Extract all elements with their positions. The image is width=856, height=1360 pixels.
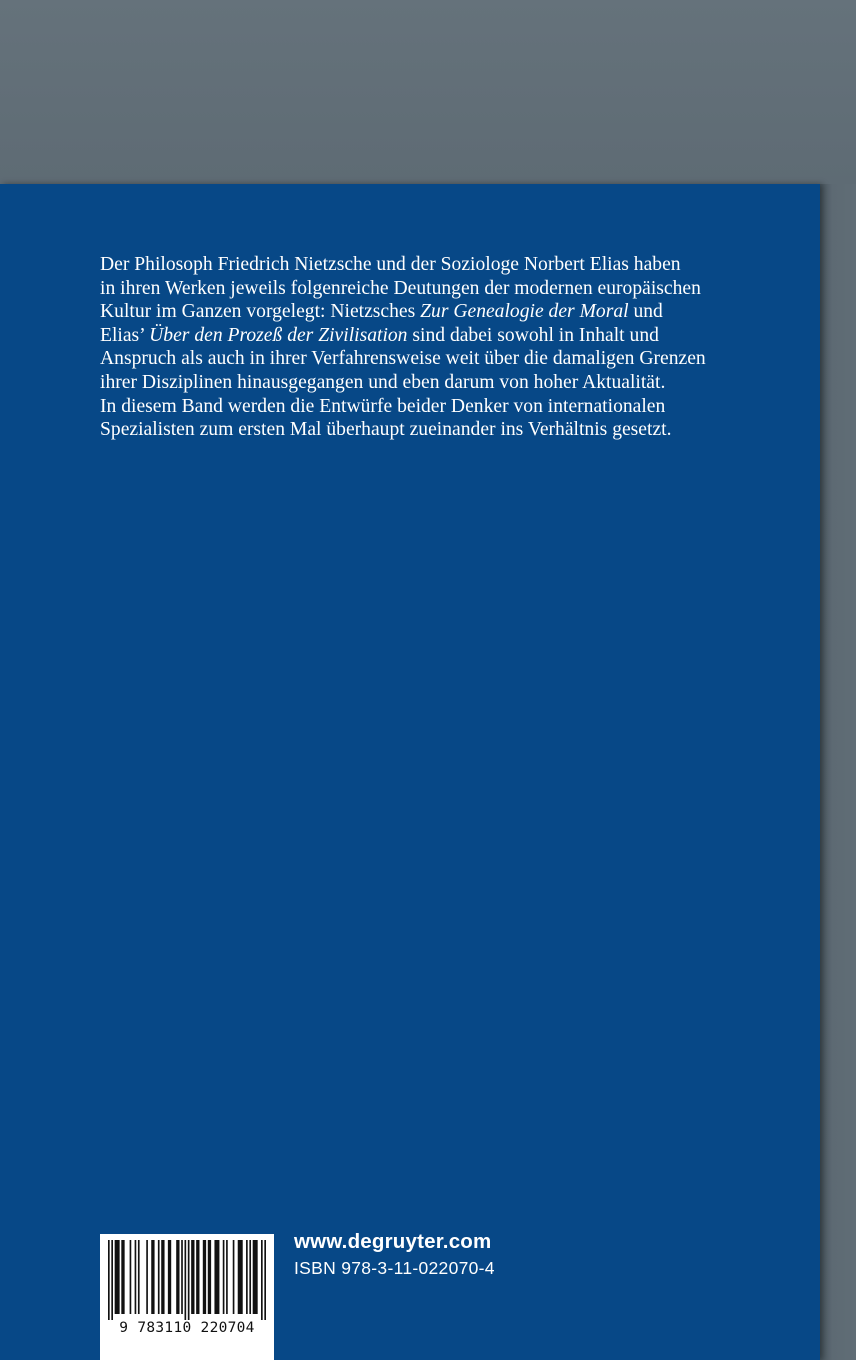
barcode-bar	[158, 1240, 160, 1314]
background-right-shadow	[820, 184, 856, 1360]
blurb-line-text: sind dabei sowohl in Inhalt und	[407, 324, 659, 346]
barcode-bar	[208, 1240, 211, 1314]
publisher-url: www.degruyter.com	[294, 1230, 492, 1253]
barcode-bar	[138, 1240, 140, 1314]
barcode-bar	[146, 1240, 148, 1314]
barcode-bar	[135, 1240, 137, 1314]
blurb-line: Spezialisten zum ersten Mal überhaupt zueinander ins Verhältnis gesetzt.	[100, 419, 672, 441]
barcode-bar	[249, 1240, 251, 1314]
barcode-bar	[111, 1240, 113, 1320]
barcode-bar	[261, 1240, 263, 1320]
blurb-line: Anspruch als auch in ihrer Verfahrensweise weit über die damaligen Grenzen	[100, 348, 706, 370]
barcode-bar	[196, 1240, 199, 1314]
barcode-bar	[233, 1240, 235, 1314]
blurb-line: Der Philosoph Friedrich Nietzsche und der Soziologe Norbert Elias haben	[100, 254, 681, 275]
barcode-bar	[191, 1240, 194, 1314]
barcode-bar	[181, 1240, 183, 1314]
barcode-bar	[238, 1240, 243, 1314]
barcode-bar	[151, 1240, 154, 1314]
barcode	[100, 1234, 274, 1360]
barcode-bar	[161, 1240, 164, 1314]
blurb-line-text: Elias’	[100, 324, 150, 346]
barcode-bar	[115, 1240, 120, 1314]
blurb-text	[100, 253, 750, 442]
blurb-line-text: und	[628, 301, 663, 323]
barcode-bar	[223, 1240, 225, 1314]
barcode-bar	[168, 1240, 171, 1314]
blurb-line	[100, 324, 750, 348]
blurb-line: ihrer Disziplinen hinausgegangen und eben darum von hoher Aktualität.	[100, 371, 666, 393]
background-top	[0, 0, 856, 184]
barcode-bar	[176, 1240, 179, 1314]
blurb-line: In diesem Band werden die Entwürfe beider Denker von internationalen	[100, 395, 666, 417]
barcode-bar	[246, 1240, 248, 1314]
barcode-bar	[253, 1240, 258, 1314]
barcode-digits: 9 783110 220704	[119, 1320, 255, 1336]
isbn-number: ISBN 978-3-11-022070-4	[294, 1258, 495, 1278]
book-title-prozess: Über den Prozeß der Zivilisation	[149, 324, 408, 346]
barcode-bar	[185, 1240, 187, 1320]
barcode-bar	[121, 1240, 124, 1314]
blurb-line-text: Kultur im Ganzen vorgelegt: Nietzsches	[100, 301, 421, 323]
barcode-bar	[188, 1240, 190, 1320]
barcode-bar	[214, 1240, 219, 1314]
barcode-bar	[264, 1240, 266, 1320]
barcode-bar	[130, 1240, 132, 1314]
barcode-bar	[226, 1240, 228, 1314]
barcode-bar	[108, 1240, 110, 1320]
barcode-bar	[203, 1240, 206, 1314]
barcode-bars	[108, 1240, 266, 1320]
blurb-line: in ihren Werken jeweils folgenreiche Deutungen der modernen europäischen	[100, 277, 701, 299]
book-title-genealogie: Zur Genealogie der Moral	[420, 301, 629, 323]
blurb-line	[100, 300, 750, 324]
